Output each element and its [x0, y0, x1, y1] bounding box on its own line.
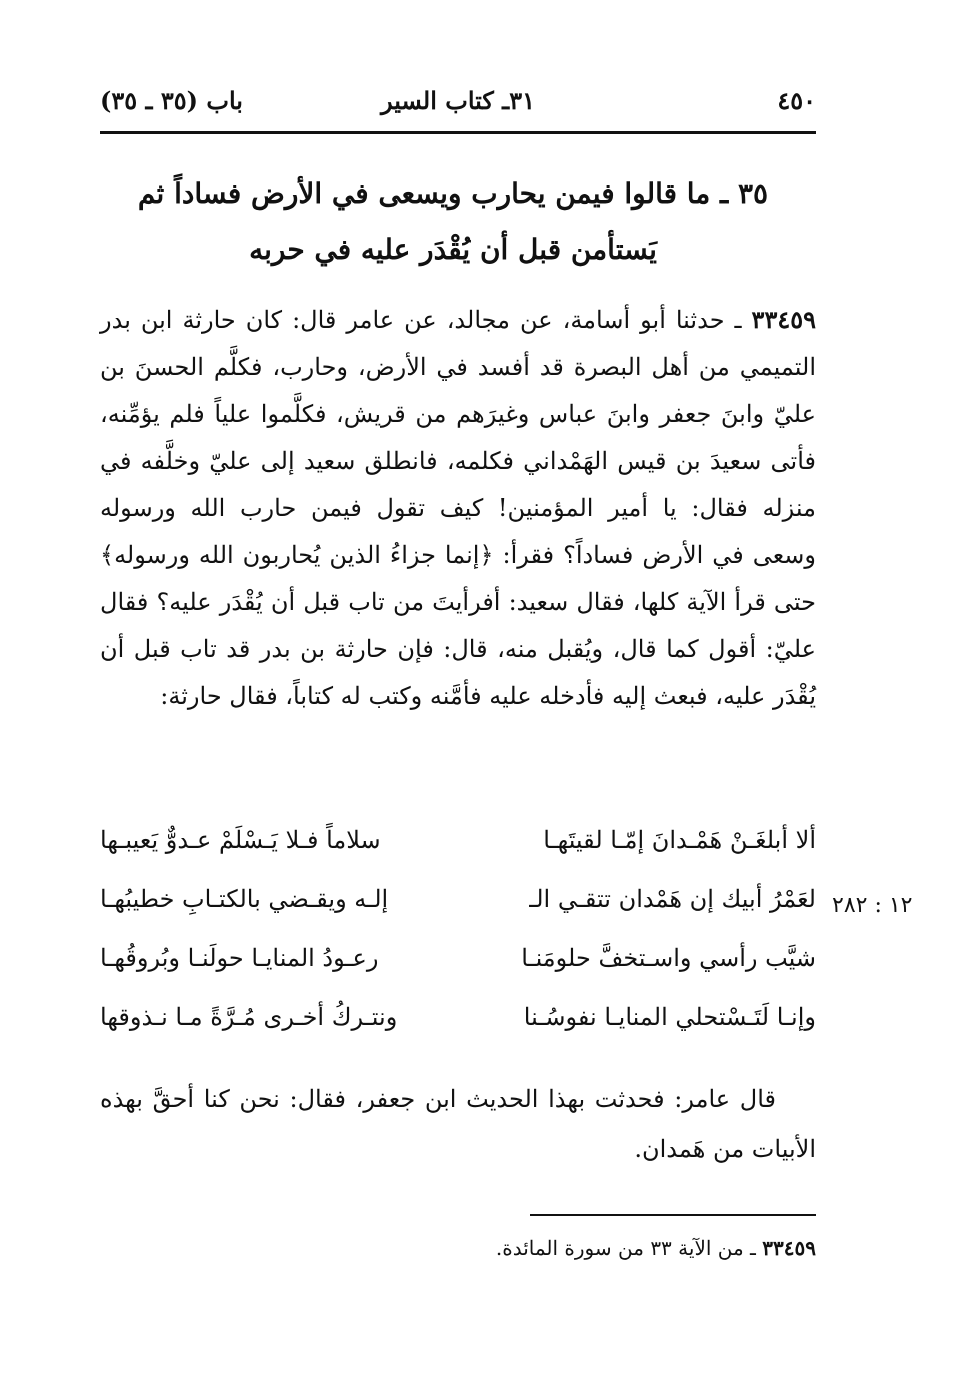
- hadith-text: ـ حدثنا أبو أسامة، عن مجالد، عن عامر قال: كان حارثة ابن بدر التميمي من أهل البصرة قد أفسد في الأرض، وحارب، فكلَّم الحسنَ بن عليّ وابنَ جعفر وابنَ عباس وغيرَهم من قريش، فكلَّموا علياً فلم يؤمِّنه، فأتى سعيدَ بن قيس الهَمْداني فكلمه، فانطلق سعيد إلى عليّ وخلَّفه في منزله فقال: يا أمير المؤمنين! كيف تقول فيمن حارب الله ورسوله وسعى في الأرض فساداً؟ فقرأ: ﴿إنما جزاءُ الذين يُحاربون الله ورسوله﴾ حتى قرأ الآية كلها، فقال سعيد: أفرأيتَ من تاب قبل أن يُقْدَر عليه؟ فقال عليّ: أقول كما قال، ويُقبل منه، قال: فإن حارثة بن بدر قد تاب قبل أن يُقْدَر عليه، فبعث إليه فأدخله عليه فأمَّنه وكتب له كتاباً، فقال حارثة:: [100, 306, 817, 710]
- verse-first-hemistich: لعَمْرُ أبيك إن هَمْدان تتقـي الـ: [529, 885, 816, 913]
- closing-text: قال عامر: فحدثت بهذا الحديث ابن جعفر، فقال: نحن كنا أحقَّ بهذه الأبيات من هَمدان.: [100, 1085, 816, 1163]
- verse-first-hemistich: شيَّب رأسي واسـتخفَّ حلومَنـا: [521, 944, 816, 972]
- footnote-text: ـ من الآية ٣٣ من سورة المائدة.: [495, 1236, 756, 1260]
- footnote-rule: [530, 1214, 816, 1216]
- footnote-number: ٣٣٤٥٩: [762, 1236, 816, 1260]
- chapter-heading: ٣٥ ـ ما قالوا فيمن يحارب ويسعى في الأرض فساداً ثم يَستأمن قبل أن يُقْدَر عليه في حربه: [137, 177, 769, 266]
- hadith-paragraph: [100, 296, 816, 720]
- poem-verses: [100, 826, 816, 1062]
- verse-line: [100, 885, 816, 944]
- running-header: [100, 86, 816, 126]
- verse-first-hemistich: ألا أبلغَـنْ هَمْـدانَ إمّـا لقيتَهـا: [543, 826, 816, 854]
- header-rule: [100, 131, 816, 134]
- verse-second-hemistich: رعـودُ المنايـا حولَنـا وبُروقُهـا: [100, 944, 379, 972]
- verse-second-hemistich: إلـه ويقـضي بالكتـابِ خطيبُهـا: [100, 885, 389, 913]
- verse-second-hemistich: سلاماً فـلا يَـسْلَمْ عـدوٌّ يَعيبـها: [100, 826, 381, 854]
- verse-line: [100, 826, 816, 885]
- margin-reference: ١٢ : ٢٨٢: [832, 893, 913, 918]
- page-number: ٤٥٠: [777, 86, 816, 115]
- verse-first-hemistich: وإنـا لَتَـسْتحلي المنايـا نفوسُـنا: [523, 1003, 816, 1031]
- closing-paragraph: [100, 1074, 816, 1174]
- chapter-range: باب (٣٥ ـ ٣٥): [100, 86, 243, 115]
- hadith-number: ٣٣٤٥٩: [751, 305, 816, 334]
- verse-second-hemistich: ونتـركُ أخـرى مُـرَّةً مـا نـذوقها: [100, 1003, 398, 1031]
- verse-line: [100, 1003, 816, 1062]
- verse-line: [100, 944, 816, 1003]
- footnote: [300, 1236, 816, 1260]
- book-title: ٣١ـ كتاب السير: [381, 86, 535, 115]
